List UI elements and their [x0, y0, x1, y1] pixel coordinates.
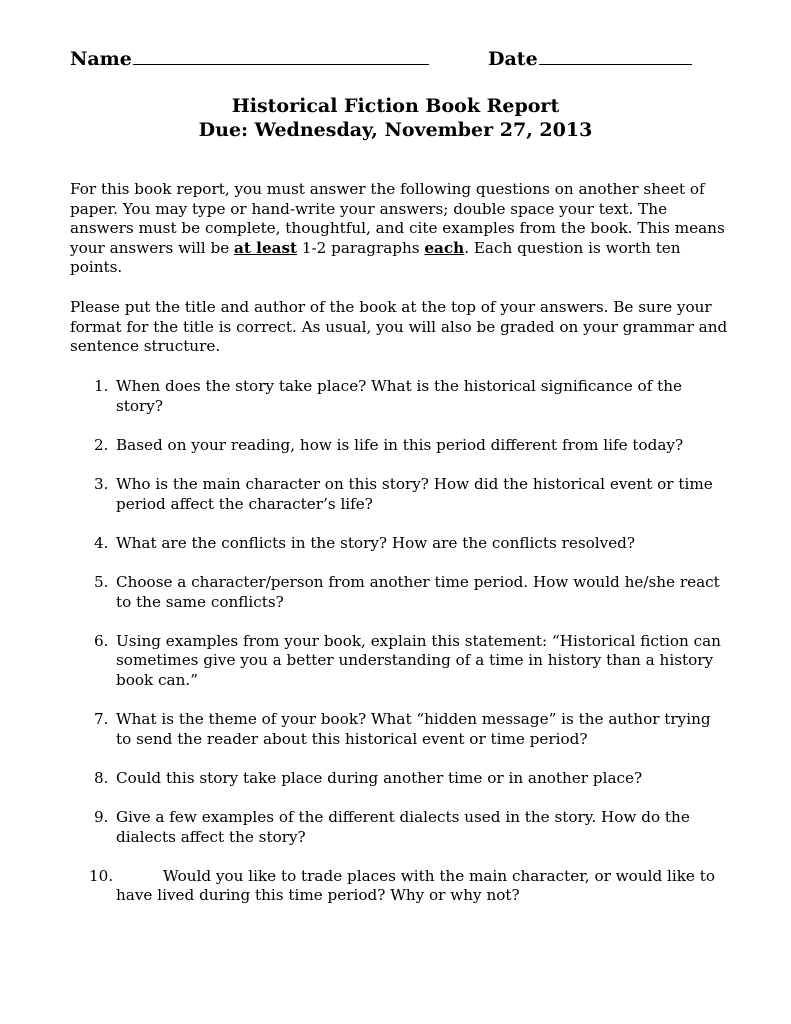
question-item: [70, 632, 730, 691]
question-number: 4.: [94, 533, 109, 552]
question-number: 6.: [94, 631, 109, 650]
question-item: [70, 534, 730, 554]
question-number: 1.: [94, 377, 109, 395]
date-label: Date: [488, 48, 538, 70]
date-field: [488, 46, 692, 70]
question-text: Give a few examples of the different dialects used in the story. How do the dialects affect the story?: [116, 808, 690, 846]
name-label: Name: [70, 48, 132, 70]
name-date-header: [70, 46, 710, 72]
question-item: [70, 475, 730, 514]
date-blank-line: [539, 46, 692, 65]
question-text: Could this story take place during another time or in another place?: [116, 768, 643, 787]
question-item: [70, 573, 730, 612]
question-item: [70, 867, 730, 906]
report-title-block: [0, 94, 791, 142]
due-date: Due: Wednesday, November 27, 2013: [198, 119, 593, 141]
question-text: Based on your reading, how is life in this period different from life today?: [116, 435, 684, 454]
instructions-text-b: 1-2 paragraphs: [297, 238, 425, 257]
question-text: Would you like to trade places with the main character, or would like to have lived during this time period? Why or why not?: [116, 866, 715, 905]
question-text: Who is the main character on this story? How did the historical event or time period affect the character’s life?: [116, 474, 713, 513]
question-item: [70, 769, 730, 789]
question-text: What is the theme of your book? What “hidden message” is the author trying to send the reader about this historical event or time period?: [116, 710, 711, 748]
question-item: [70, 436, 730, 456]
question-text: What are the conflicts in the story? How are the conflicts resolved?: [116, 533, 636, 552]
report-title: Historical Fiction Book Report: [231, 95, 560, 117]
emphasis-each: each: [424, 238, 465, 257]
question-item: [70, 710, 730, 749]
name-blank-line: [133, 46, 429, 65]
question-item: [70, 377, 730, 416]
question-number: 3.: [94, 474, 109, 493]
instructions-text-c: . Each question is worth ten points.: [70, 238, 681, 277]
question-number: 7.: [94, 710, 109, 729]
emphasis-at-least: at least: [234, 238, 298, 257]
question-number: 10.: [89, 866, 114, 885]
question-number: 8.: [94, 768, 109, 787]
question-item: [70, 808, 730, 847]
question-number: 2.: [94, 435, 109, 454]
question-text: Choose a character/person from another time period. How would he/she react to the same conflicts?: [116, 572, 720, 611]
instructions-paragraph: [70, 180, 730, 278]
name-field: [70, 46, 429, 70]
question-text: Using examples from your book, explain this statement: “Historical fiction can sometimes give you a better understanding of a time in history than a history book can.”: [116, 631, 721, 689]
question-number: 9.: [94, 808, 109, 827]
question-number: 5.: [94, 572, 109, 591]
question-text: When does the story take place? What is the historical significance of the story?: [116, 377, 683, 415]
format-paragraph: Please put the title and author of the book at the top of your answers. Be sure your format for the title is correct. As usual, you will also be graded on your grammar and sentence structure.: [70, 298, 728, 356]
instructions-text-a: For this book report, you must answer the following questions on another sheet of paper. You may type or hand-write your answers; double space your text. The answers must be complete, thoughtful, and cite examples from the book. This means your answers will be: [70, 180, 725, 257]
question-list: [70, 377, 730, 926]
